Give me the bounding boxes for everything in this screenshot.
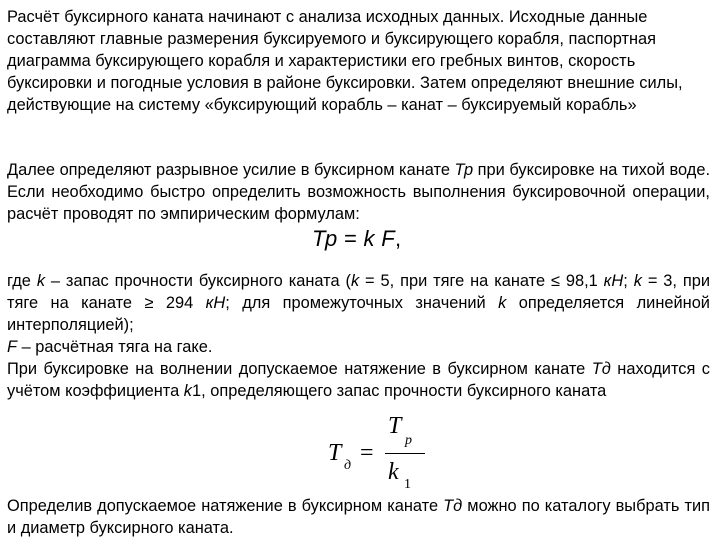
var-k: k — [350, 272, 360, 290]
formula-td-numerator: T — [388, 413, 402, 439]
var-td: Тд — [591, 360, 611, 378]
formula-eq: = — [337, 226, 364, 251]
formula-lhs: Тр — [312, 226, 338, 251]
unit-kn: кН — [205, 294, 226, 312]
unit-kn: кН — [603, 272, 624, 290]
formula-td-denominator-sub: 1 — [404, 477, 411, 492]
text-part: – запас прочности буксирного каната ( — [45, 272, 351, 290]
formula-comma: , — [395, 226, 402, 251]
text-part: , определяющего запас прочности буксирного каната — [201, 382, 607, 400]
text-part: = 3, при тяге на канате ≥ 294 — [7, 272, 710, 312]
var-td: Тд — [443, 497, 463, 515]
formula-f: F — [374, 226, 395, 251]
var-k1-index: 1 — [191, 382, 202, 400]
conclusion-paragraph — [7, 495, 710, 539]
text-part: При буксировке на волнении допускаемое натяжение в буксирном канате — [7, 360, 592, 378]
formula-td-eq: = — [360, 440, 374, 466]
breaking-force-paragraph — [7, 159, 710, 225]
formula-k: k — [363, 226, 375, 251]
text-part: где — [7, 272, 37, 290]
intro-text: Расчёт буксирного каната начинают с анализа исходных данных. Исходные данные составляют главные размерения буксируемого и буксирующего корабля, паспортная диаграмма буксирующего корабля и характеристики его гребных винтов, скорость буксировки и погодные условия в районе буксировки. Затем определяют внешние силы, действующие на систему «буксирующий корабль – канат – буксируемый корабль» — [7, 8, 683, 114]
text-part: ; — [623, 272, 628, 290]
text-part: Далее определяют разрывное усилие в буксирном канате — [7, 161, 455, 179]
var-k: k — [36, 272, 46, 290]
text-part: можно по каталогу выбрать тип и диаметр буксирного каната. — [7, 497, 710, 537]
formula-td-numerator-sub: р — [405, 433, 412, 448]
text-part: определяется линейной интерполяцией); — [7, 294, 710, 334]
fraction-bar — [385, 453, 425, 454]
text-part: при буксировке на тихой воде. Если необходимо быстро определить возможность выполнения буксировочной операции, расчёт проводят по эмпирическим формулам: — [7, 161, 710, 223]
text-part: находится с учётом коэффициента — [7, 360, 710, 400]
text-part: – расчётная тяга на гаке. — [17, 338, 213, 356]
formula-td-lhs-sub: д — [344, 458, 352, 473]
var-k: k — [633, 272, 642, 290]
text-part: Определив допускаемое натяжение в буксирном канате — [7, 497, 444, 515]
formula-tp — [312, 226, 401, 252]
var-k1: k — [183, 382, 192, 400]
text-part: ; для промежуточных значений — [225, 294, 499, 312]
formula-td-lhs: T — [328, 440, 342, 466]
formula-td — [328, 413, 428, 493]
var-f: F — [7, 338, 18, 356]
var-k: k — [498, 294, 507, 312]
text-part: = 5, при тяге на канате ≤ 98,1 — [359, 272, 604, 290]
var-tp: Тр — [454, 161, 474, 179]
formula-td-denominator: k — [388, 459, 399, 485]
intro-paragraph — [7, 6, 710, 116]
definitions-paragraph — [7, 270, 710, 402]
